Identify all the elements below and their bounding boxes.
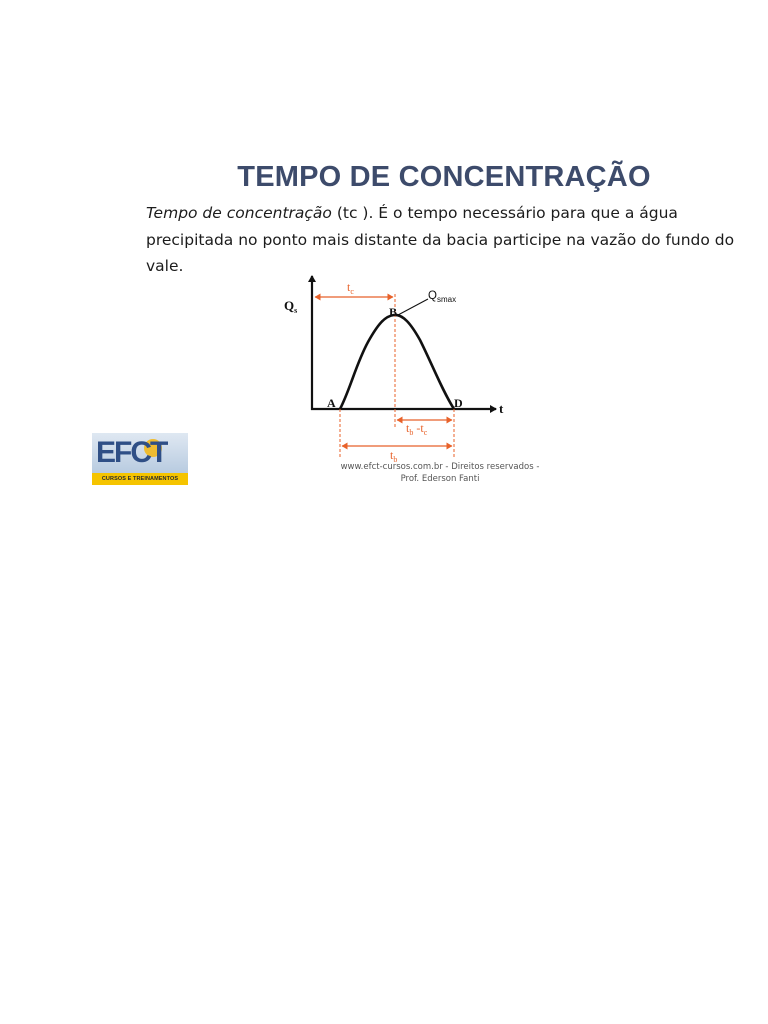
logo-tagline: CURSOS E TREINAMENTOS	[92, 473, 188, 485]
point-d-label: D	[454, 396, 463, 410]
logo-letters: EFCT	[96, 436, 167, 469]
definition-line-3: vale.	[146, 257, 184, 275]
y-axis-label: $Q_s$	[284, 298, 298, 315]
point-b-label: B	[389, 305, 398, 319]
peak-leader-line	[398, 299, 428, 315]
credit-line-2: Prof. Ederson Fanti	[400, 474, 480, 484]
definition-line-1: (tc ). É o tempo necessário para que a água	[331, 204, 678, 222]
definition-line-2: precipitada no ponto mais distante da bacia participe na vazão do fundo do	[146, 230, 735, 249]
page-title: TEMPO DE CONCENTRAÇÃO	[237, 161, 651, 193]
point-a-label: A	[327, 396, 336, 410]
tb-tc-label: $t_b$ $-t_c$	[406, 421, 428, 437]
credit-text	[330, 461, 550, 485]
hydrograph-curve	[340, 315, 454, 409]
x-axis-label: t	[499, 401, 504, 416]
tc-label: $t_c$	[347, 280, 354, 296]
term-text: Tempo de concentração	[146, 204, 332, 222]
hydrograph-diagram	[270, 268, 570, 488]
credit-line-1: www.efct-cursos.com.br - Direitos reservados -	[340, 462, 540, 472]
peak-label: $Q_{smax}$	[428, 290, 457, 304]
efct-logo	[92, 433, 188, 485]
tb-label: $t_b$	[390, 448, 398, 464]
